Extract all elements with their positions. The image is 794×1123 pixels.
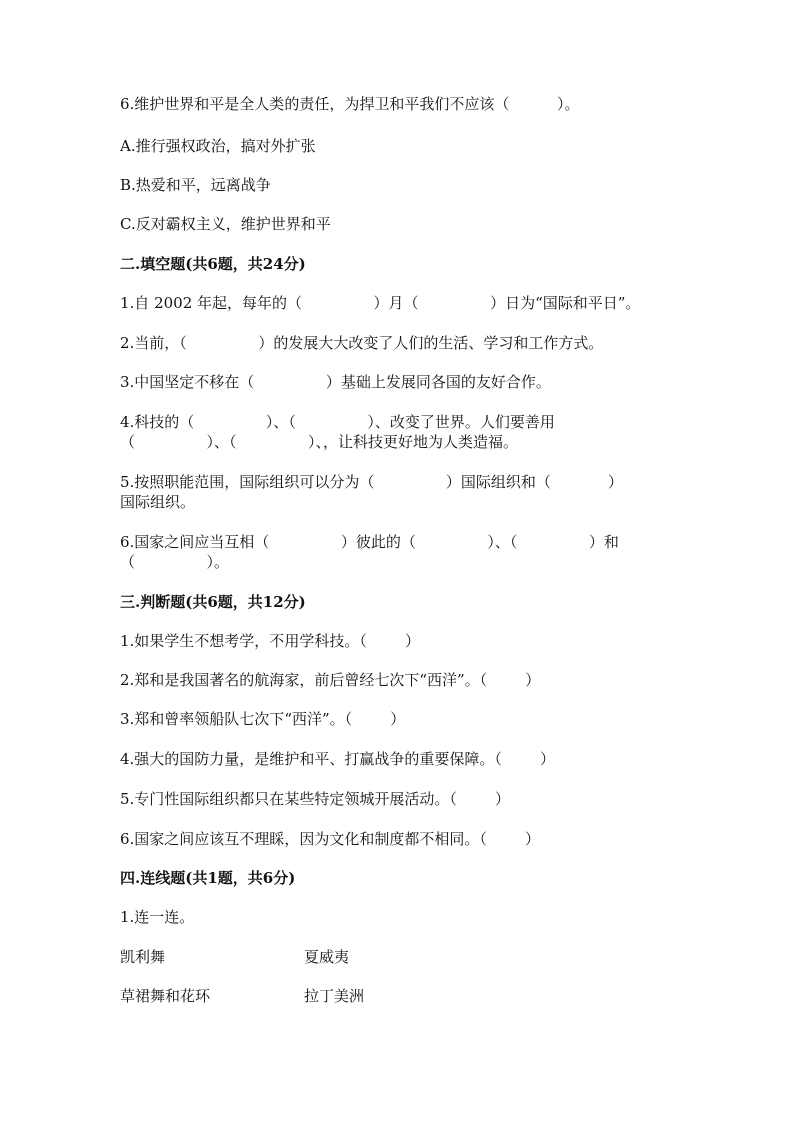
judge-question-1: 1.如果学生不想考学，不用学科技。（ ）: [120, 632, 420, 650]
option-a: A.推行强权政治，搞对外扩张: [120, 137, 316, 155]
section-heading-judgment: 三.判断题(共6题，共12分): [120, 593, 306, 611]
fill-question-5-line-1: 5.按照职能范围，国际组织可以分为（ ）国际组织和（ ）: [120, 473, 624, 491]
fill-question-3: 3.中国坚定不移在（ ）基础上发展同各国的友好合作。: [120, 373, 551, 391]
fill-question-1: 1.自 2002 年起，每年的（ ）月（ ）日为“国际和平日”。: [120, 294, 641, 312]
judge-question-3: 3.郑和曾率领船队七次下“西洋”。（ ）: [120, 710, 406, 728]
option-b: B.热爱和平，远离战争: [120, 176, 271, 194]
match-left-item: 草裙舞和花环: [120, 987, 211, 1005]
judge-question-6: 6.国家之间应该互不理睬，因为文化和制度都不相同。（ ）: [120, 830, 540, 848]
option-c: C.反对霸权主义，维护世界和平: [120, 215, 331, 233]
judge-question-2: 2.郑和是我国著名的航海家，前后曾经七次下“西洋”。（ ）: [120, 671, 541, 689]
match-left-item: 凯利舞: [120, 948, 166, 966]
fill-question-4-line-2: （ ）、（ ）、，让科技更好地为人类造福。: [120, 433, 519, 451]
match-right-item: 夏威夷: [304, 948, 350, 966]
fill-question-5-line-2: 国际组织。: [120, 493, 196, 511]
section-heading-matching: 四.连线题(共1题，共6分): [120, 869, 296, 887]
fill-question-2: 2.当前，（ ）的发展大大改变了人们的生活、学习和工作方式。: [120, 334, 604, 352]
fill-question-6-line-1: 6.国家之间应当互相（ ）彼此的（ ）、（ ）和: [120, 533, 619, 551]
matching-question-1: 1.连一连。: [120, 908, 195, 926]
judge-question-4: 4.强大的国防力量，是维护和平、打赢战争的重要保障。（ ）: [120, 750, 555, 768]
match-right-item: 拉丁美洲: [304, 987, 365, 1005]
fill-question-6-line-2: （ ）。: [120, 553, 230, 571]
fill-question-4-line-1: 4.科技的（ ）、（ ）、改变了世界。人们要善用: [120, 413, 555, 431]
question-6-stem: 6.维护世界和平是全人类的责任，为捍卫和平我们不应该（ ）。: [120, 95, 580, 113]
section-heading-fill-in: 二.填空题(共6题，共24分): [120, 255, 306, 273]
judge-question-5: 5.专门性国际组织都只在某些特定领城开展活动。（ ）: [120, 790, 510, 808]
